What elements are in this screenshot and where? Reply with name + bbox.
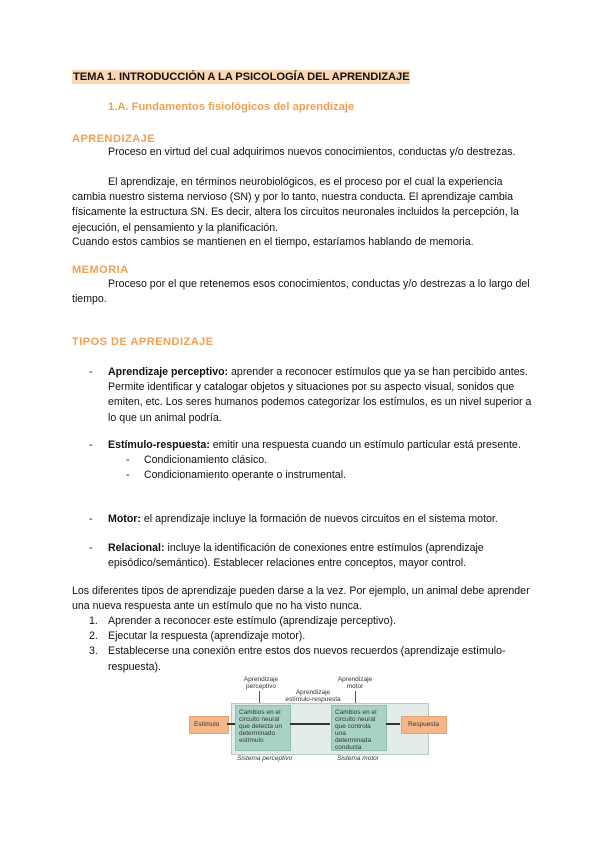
list-item: - Relacional: incluye la identificación de conexiones entre estímulos (aprendizaje episódico/semántico). Establecer relaciones entre conceptos, mayor control. xyxy=(89,542,484,570)
aprendizaje-paragraph-3: Cuando estos cambios se mantienen en el tiempo, estaríamos hablando de memoria. xyxy=(72,236,474,248)
aprendizaje-p1-text: Proceso en virtud del cual adquirimos nuevos conocimientos, conductas y/o destrezas. xyxy=(108,146,516,158)
memoria-p1-text: Proceso por el que retenemos esos conocimientos, conductas y/o destrezas a lo largo del tiempo. xyxy=(72,278,530,306)
arrow-estimulo xyxy=(227,723,235,725)
label-aprendizaje-perceptivo: Aprendizaje perceptivo xyxy=(243,676,279,690)
step-text: Aprender a reconocer este estímulo (aprendizaje perceptivo). xyxy=(108,615,396,627)
motor-box xyxy=(331,705,387,751)
tipos-list-2 xyxy=(72,438,542,484)
list-item: - Motor: el aprendizaje incluye la formación de nuevos circuitos en el sistema motor. xyxy=(89,513,498,525)
item-term: Motor: xyxy=(108,513,141,525)
step-item xyxy=(72,629,542,644)
arrow-middle xyxy=(290,723,330,725)
motor-box-text: Cambios en el circuito neural que controla una determinada conducta xyxy=(335,709,377,751)
subitem-text: Condicionamiento clásico. xyxy=(144,454,268,467)
perceptual-box-text: Cambios en el circuito neural que detecta un determinado estímulo xyxy=(239,709,283,744)
item-text: aprender a reconocer estímulos que ya se han percibido antes. Permite identificar y catalogar objetos y situaciones por su aspecto visual, sonidos que emiten, etc. Los seres humanos podemos categorizar los estímulos, es un nivel superior a lo que un animal podría. xyxy=(108,366,532,424)
heading-tipos: TIPOS DE APRENDIZAJE xyxy=(72,336,214,348)
respuesta-box xyxy=(401,716,447,734)
item-term: Aprendizaje perceptivo: xyxy=(108,366,229,378)
connector-line xyxy=(259,691,260,703)
closing-paragraph: Los diferentes tipos de aprendizaje pueden darse a la vez. Por ejemplo, un animal debe aprender una nueva respuesta ante un estímulo que no ha visto nunca. xyxy=(72,585,530,613)
step-number: 1. xyxy=(89,615,98,627)
list-item: - Aprendizaje perceptivo: aprender a reconocer estímulos que ya se han percibido antes. Permite identificar y catalogar objetos y situaciones por su aspecto visual, sonidos que emiten, etc. Los seres humanos podemos categorizar los estímulos, es un nivel superior a lo que un animal podría. xyxy=(89,366,532,424)
connector-line xyxy=(355,691,356,703)
step-number: 3. xyxy=(89,645,98,658)
section-subtitle: 1.A. Fundamentos fisiológicos del aprendizaje xyxy=(108,101,355,113)
item-term: Relacional: xyxy=(108,542,165,554)
learning-diagram xyxy=(175,674,457,762)
step-text: Ejecutar la respuesta (aprendizaje motor). xyxy=(108,630,306,643)
memoria-paragraph xyxy=(72,277,532,307)
perceptual-box xyxy=(235,705,291,751)
aprendizaje-p2-text: El aprendizaje, en términos neurobiológicos, es el proceso por el cual la experiencia cambia nuestro sistema nervioso (SN) y por lo tanto, nuestra conducta. El aprendizaje cambia físicamente la estructura SN. Es decir, altera los circuitos neuronales incluidos la percepción, la ejecución, el pensamiento y la planificación. xyxy=(72,176,519,234)
tipos-list-4 xyxy=(72,541,542,571)
steps-list xyxy=(72,614,542,675)
respuesta-label: Respuesta xyxy=(408,721,440,728)
heading-memoria: MEMORIA xyxy=(72,264,129,276)
label-sistema-motor: Sistema motor xyxy=(337,755,379,762)
arrow-respuesta xyxy=(386,723,400,725)
aprendizaje-paragraph-2 xyxy=(72,175,532,236)
estimulo-box xyxy=(189,716,229,734)
item-text: incluye la identificación de conexiones entre estímulos (aprendizaje episódico/semántico). Establecer relaciones entre conceptos, mayor control. xyxy=(108,542,484,570)
subitem-text: Condicionamiento operante o instrumental. xyxy=(144,469,346,482)
item-text: emitir una respuesta cuando un estímulo particular está presente. xyxy=(209,439,521,451)
heading-aprendizaje: APRENDIZAJE xyxy=(72,133,156,145)
step-item xyxy=(72,614,542,629)
item-text: el aprendizaje incluye la formación de nuevos circuitos en el sistema motor. xyxy=(140,513,498,525)
sub-list-item: - Condicionamiento clásico. xyxy=(126,454,268,467)
label-sistema-perceptivo: Sistema perceptivo xyxy=(237,755,293,762)
list-item: - Estímulo-respuesta: emitir una respuesta cuando un estímulo particular está presente. xyxy=(89,439,521,451)
label-aprendizaje-estimulo-respuesta: Aprendizaje estímulo-respuesta xyxy=(285,689,341,703)
tipos-list-3 xyxy=(72,512,542,527)
document-title: TEMA 1. INTRODUCCIÓN A LA PSICOLOGÍA DEL APRENDIZAJE xyxy=(73,71,410,83)
step-item xyxy=(72,644,542,674)
estimulo-label: Estímulo xyxy=(194,721,220,728)
tipos-list xyxy=(72,365,542,426)
item-term: Estímulo-respuesta: xyxy=(108,439,210,451)
sub-list-item: - Condicionamiento operante o instrumental. xyxy=(126,469,346,482)
aprendizaje-paragraph-1 xyxy=(72,145,532,160)
step-number: 2. xyxy=(89,630,98,643)
label-aprendizaje-motor: Aprendizaje motor xyxy=(337,676,373,690)
step-text: Establecerse una conexión entre estos dos nuevos recuerdos (aprendizaje estímulo-respuesta). xyxy=(108,645,506,673)
